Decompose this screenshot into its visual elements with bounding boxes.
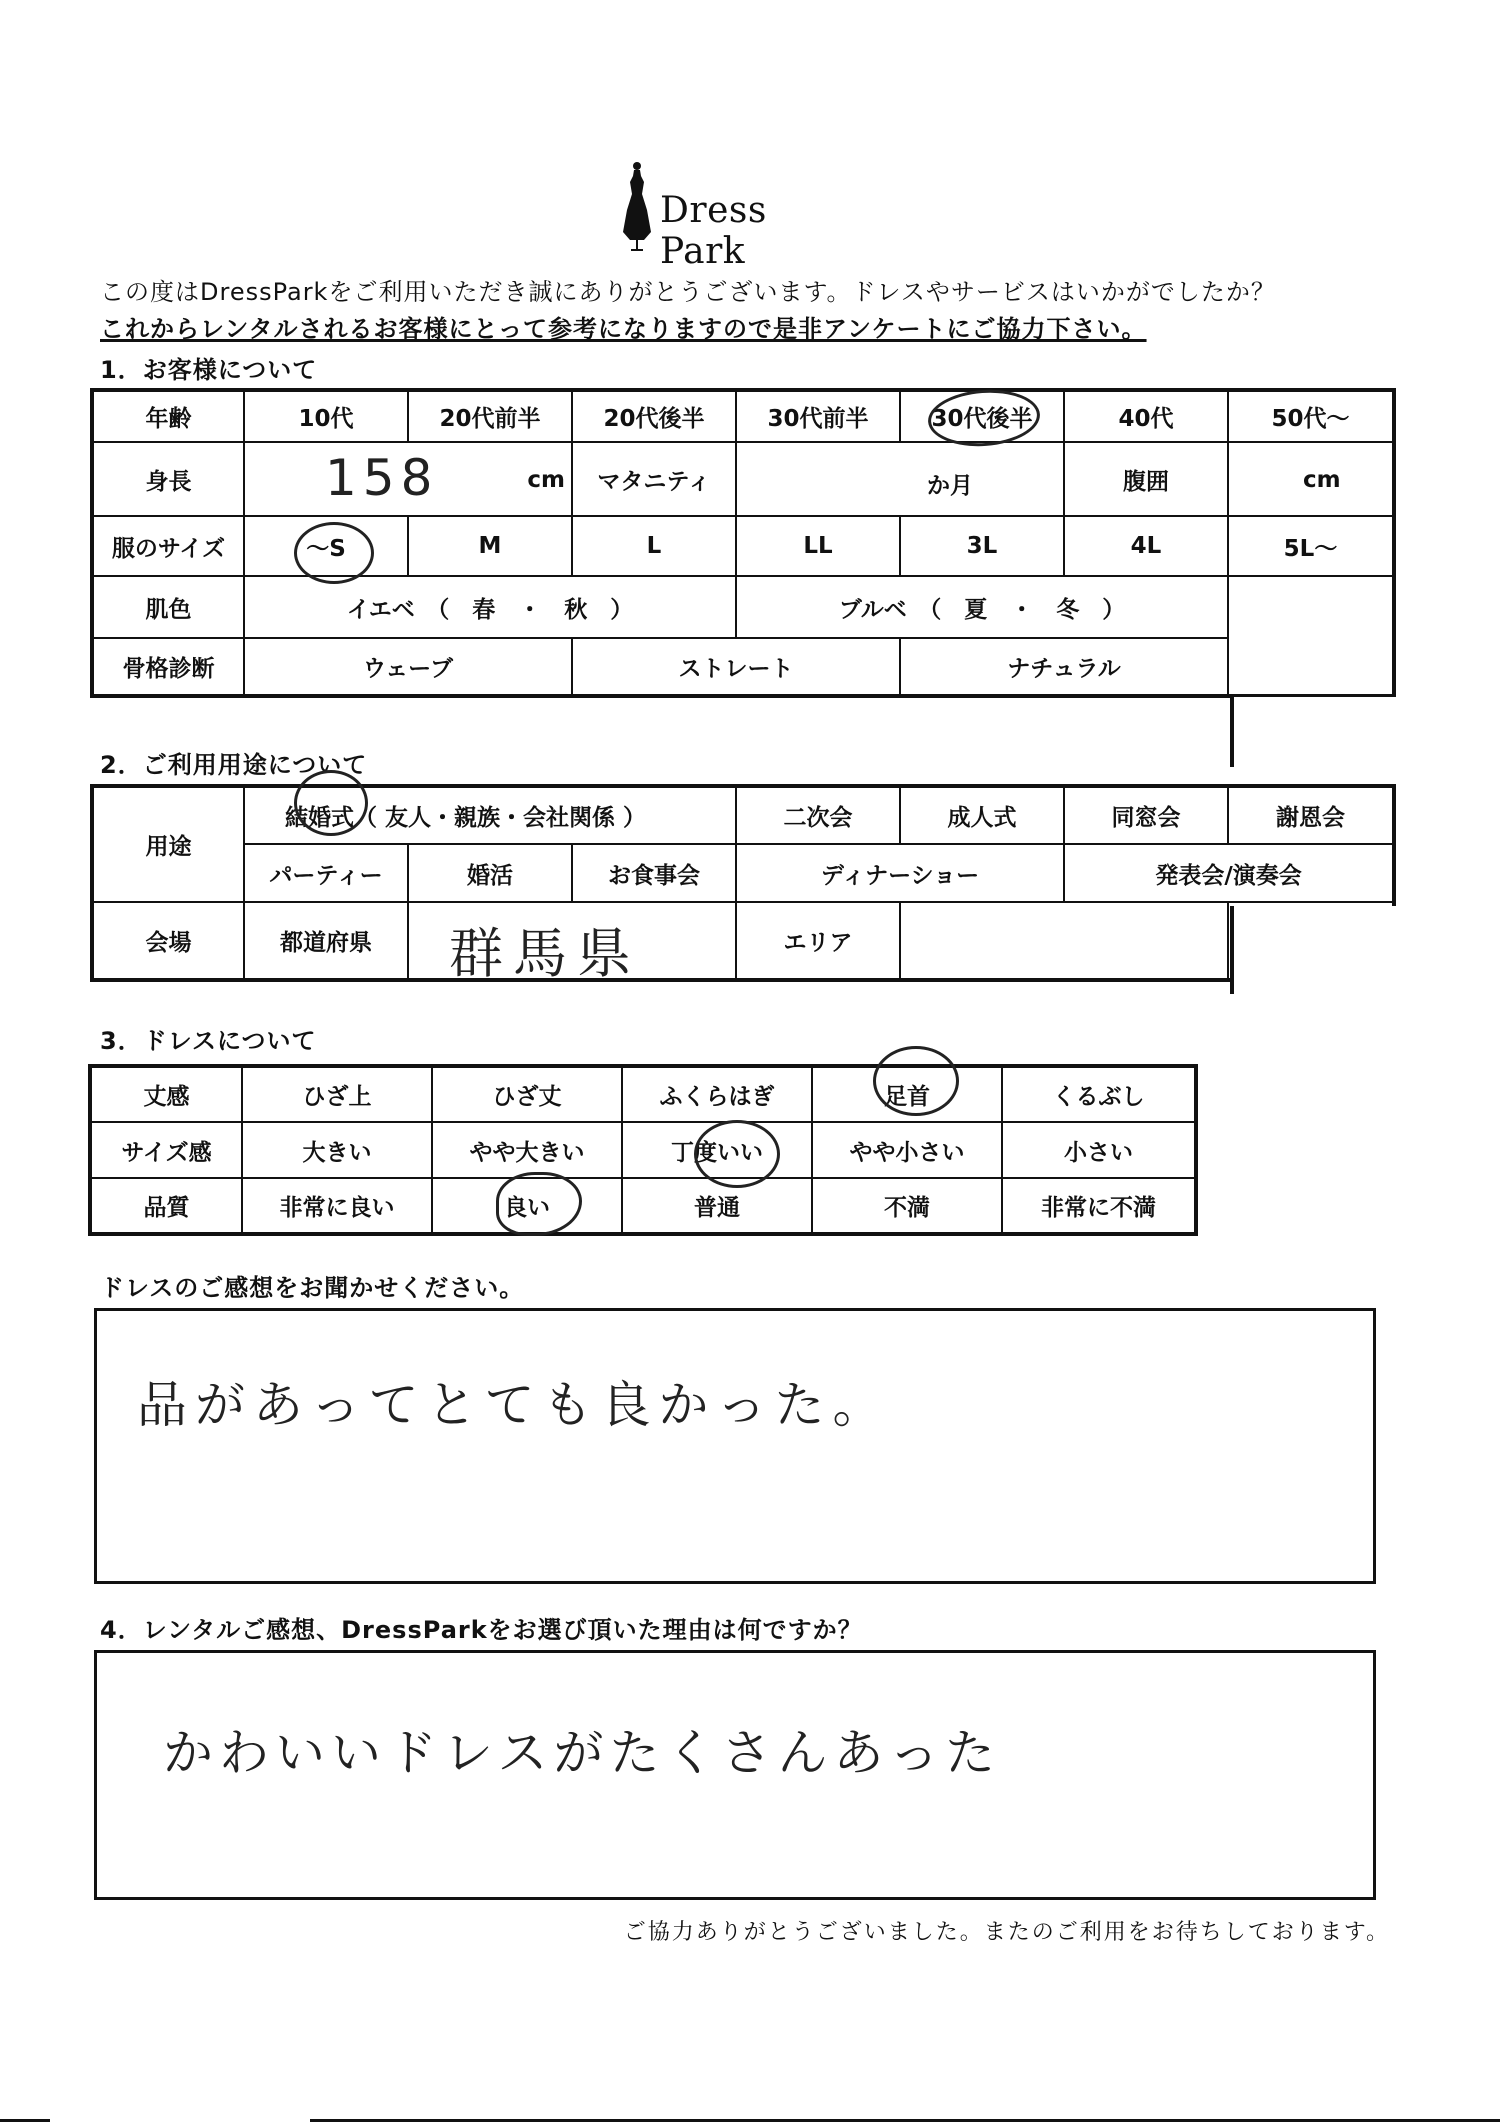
prefecture-field[interactable] — [408, 902, 736, 980]
frame-option[interactable]: ストレート — [572, 638, 900, 696]
impressions-textarea[interactable] — [94, 1308, 1376, 1584]
dress-icon — [620, 160, 654, 252]
length-option[interactable]: ひざ上 — [242, 1066, 432, 1122]
area-label: エリア — [736, 902, 900, 980]
purpose-option[interactable]: 成人式 — [900, 786, 1064, 844]
section3-title: 3．ドレスについて — [100, 1027, 317, 1055]
size-option[interactable]: 5L～ — [1228, 516, 1394, 576]
reason-textarea[interactable] — [94, 1650, 1376, 1900]
length-option[interactable]: ふくらはぎ — [622, 1066, 812, 1122]
skin-label: 肌色 — [92, 576, 244, 638]
length-label: 丈感 — [90, 1066, 242, 1122]
fit-label: サイズ感 — [90, 1122, 242, 1178]
skin-option-yellow[interactable]: イエベ （ 春 ・ 秋 ） — [244, 576, 736, 638]
purpose-option[interactable]: 発表会/演奏会 — [1064, 844, 1394, 902]
size-option[interactable]: LL — [736, 516, 900, 576]
quality-option[interactable]: 不満 — [812, 1178, 1002, 1234]
height-unit: cm — [527, 467, 565, 493]
fit-option[interactable]: 大きい — [242, 1122, 432, 1178]
quality-option[interactable]: 非常に不満 — [1002, 1178, 1196, 1234]
maternity-field[interactable] — [736, 442, 1064, 516]
usage-table — [90, 784, 1396, 982]
height-value: 158 — [325, 449, 439, 507]
age-option[interactable]: 10代 — [244, 390, 408, 442]
frame-option[interactable]: ナチュラル — [900, 638, 1228, 696]
fit-option-selected[interactable]: 丁度いい — [622, 1122, 812, 1178]
months-unit: か月 — [927, 473, 973, 499]
purpose-option[interactable]: 二次会 — [736, 786, 900, 844]
prefecture-value: 群馬県 — [449, 922, 641, 980]
quality-option[interactable]: 普通 — [622, 1178, 812, 1234]
dress-table — [88, 1064, 1198, 1236]
quality-option[interactable]: 非常に良い — [242, 1178, 432, 1234]
length-option[interactable]: ひざ丈 — [432, 1066, 622, 1122]
purpose-option[interactable]: パーティー — [244, 844, 408, 902]
age-label: 年齢 — [92, 390, 244, 442]
size-option[interactable]: 3L — [900, 516, 1064, 576]
age-option[interactable]: 50代～ — [1228, 390, 1394, 442]
brand-logo — [620, 160, 860, 272]
age-option[interactable]: 30代前半 — [736, 390, 900, 442]
venue-row — [92, 902, 1394, 980]
scan-edge-line — [0, 2119, 50, 2122]
empty-cell — [1228, 638, 1394, 696]
size-row — [92, 516, 1394, 576]
age-option[interactable]: 40代 — [1064, 390, 1228, 442]
purpose-option-wedding[interactable]: 結婚式（ 友人・親族・会社関係 ） — [244, 786, 736, 844]
size-label: 服のサイズ — [92, 516, 244, 576]
size-option[interactable]: L — [572, 516, 736, 576]
waist-label: 腹囲 — [1064, 442, 1228, 516]
empty-cell — [1228, 576, 1394, 638]
scan-edge-line — [310, 2119, 1500, 2122]
purpose-row1 — [92, 786, 1394, 844]
size-option[interactable]: 4L — [1064, 516, 1228, 576]
size-option[interactable]: M — [408, 516, 572, 576]
quality-label: 品質 — [90, 1178, 242, 1234]
height-label: 身長 — [92, 442, 244, 516]
size-option-selected[interactable]: ～S — [244, 516, 408, 576]
length-option-selected[interactable]: 足首 — [812, 1066, 1002, 1122]
table-border — [1230, 906, 1234, 994]
length-row — [90, 1066, 1196, 1122]
age-option[interactable]: 20代前半 — [408, 390, 572, 442]
impressions-answer: 品があってとても良かった。 — [137, 1376, 891, 1434]
venue-label: 会場 — [92, 902, 244, 980]
height-row — [92, 442, 1394, 516]
purpose-label: 用途 — [92, 786, 244, 902]
purpose-option[interactable]: 婚活 — [408, 844, 572, 902]
frame-row — [92, 638, 1394, 696]
purpose-option[interactable]: 謝恩会 — [1228, 786, 1394, 844]
age-row — [92, 390, 1394, 442]
waist-field[interactable] — [1228, 442, 1394, 516]
table-notch — [1234, 906, 1396, 996]
length-option[interactable]: くるぶし — [1002, 1066, 1196, 1122]
brand-name: Dress Park — [660, 190, 767, 272]
purpose-option[interactable]: お食事会 — [572, 844, 736, 902]
frame-option[interactable]: ウェーブ — [244, 638, 572, 696]
age-option-selected[interactable]: 30代後半 — [900, 390, 1064, 442]
customer-table — [90, 388, 1396, 698]
section2-title: 2．ご利用用途について — [100, 751, 368, 779]
waist-unit: cm — [1303, 467, 1341, 493]
fit-option[interactable]: 小さい — [1002, 1122, 1196, 1178]
survey-request: これからレンタルされるお客様にとって参考になりますので是非アンケートにご協力下さい。 — [100, 315, 1147, 343]
prefecture-label: 都道府県 — [244, 902, 408, 980]
impressions-prompt: ドレスのご感想をお聞かせください。 — [100, 1274, 525, 1302]
quality-option-selected[interactable]: 良い — [432, 1178, 622, 1234]
fit-option[interactable]: やや大きい — [432, 1122, 622, 1178]
age-option[interactable]: 20代後半 — [572, 390, 736, 442]
reason-answer: かわいいドレスがたくさんあった — [163, 1724, 1001, 1782]
maternity-label: マタニティ — [572, 442, 736, 516]
section4-title: 4．レンタルご感想、DressParkをお選び頂いた理由は何ですか？ — [100, 1616, 863, 1644]
purpose-option[interactable]: ディナーショー — [736, 844, 1064, 902]
intro-text: この度はDressParkをご利用いただき誠にありがとうございます。ドレスやサービスはいかがでしたか？ — [100, 278, 1276, 306]
quality-row — [90, 1178, 1196, 1234]
thanks-message: ご協力ありがとうございました。またのご利用をお待ちしております。 — [623, 1920, 1390, 1945]
height-field[interactable] — [244, 442, 572, 516]
purpose-row2 — [92, 844, 1394, 902]
table-border — [1230, 697, 1234, 767]
frame-label: 骨格診断 — [92, 638, 244, 696]
skin-row — [92, 576, 1394, 638]
section1-title: 1．お客様について — [100, 356, 318, 384]
fit-option[interactable]: やや小さい — [812, 1122, 1002, 1178]
purpose-option[interactable]: 同窓会 — [1064, 786, 1228, 844]
skin-option-blue[interactable]: ブルベ （ 夏 ・ 冬 ） — [736, 576, 1228, 638]
fit-row — [90, 1122, 1196, 1178]
area-field[interactable] — [900, 902, 1228, 980]
